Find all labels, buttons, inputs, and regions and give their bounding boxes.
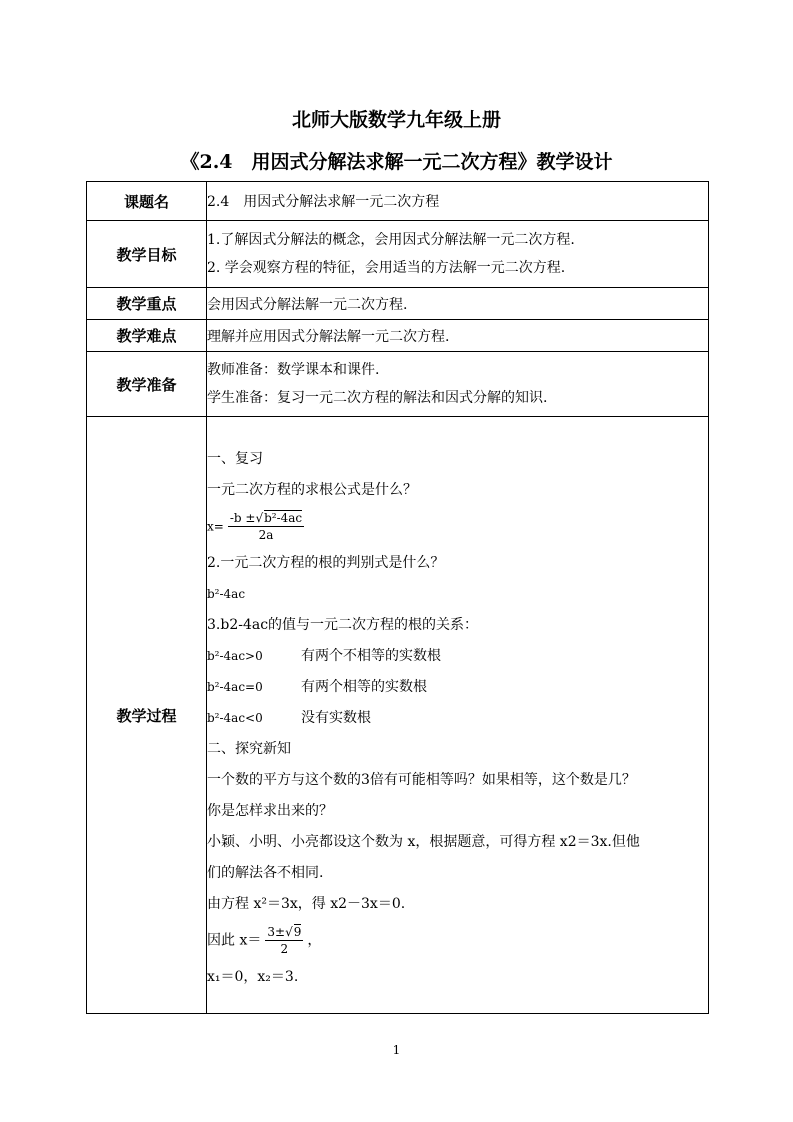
goals-cell: [207, 221, 709, 288]
case-condition: b²-4ac=0: [207, 680, 263, 694]
table-row: [87, 288, 709, 320]
difficulty-value: 理解并应用因式分解法解一元二次方程.: [207, 320, 709, 352]
explore-heading: 二、探究新知: [207, 741, 291, 757]
lesson-plan-table: [86, 181, 709, 1014]
explore-question: 你是怎样求出来的？: [207, 803, 333, 819]
formula-radicand: b²-4ac: [264, 511, 303, 525]
solution-step-1: 由方程 x²＝3x，得 x2－3x＝0.: [207, 896, 406, 912]
goals-label: 教学目标: [87, 221, 207, 288]
review-heading: 一、复习: [207, 451, 263, 467]
topic-label: 课题名: [87, 182, 207, 221]
case-text: 没有实数根: [301, 710, 371, 726]
table-row: [87, 417, 709, 1014]
root-case: [207, 708, 708, 728]
formula-denominator: 2a: [258, 528, 274, 542]
focus-label: 教学重点: [87, 288, 207, 320]
explore-question: 一个数的平方与这个数的3倍有可能相等吗？如果相等，这个数是几？: [207, 772, 636, 788]
case-text: 有两个相等的实数根: [301, 679, 427, 695]
topic-value: 2.4 用因式分解法求解一元二次方程: [207, 182, 709, 221]
sqrt-icon: √: [255, 511, 264, 525]
table-row: [87, 182, 709, 221]
focus-value: 会用因式分解法解一元二次方程.: [207, 288, 709, 320]
formula-fraction: [228, 511, 304, 542]
difficulty-label: 教学难点: [87, 320, 207, 352]
goal-item: 2. 学会观察方程的特征，会用适当的方法解一元二次方程.: [207, 260, 566, 276]
sqrt-icon: √: [285, 925, 293, 939]
step2-radicand: 9: [293, 925, 302, 939]
step2-numerator-prefix: 3±: [267, 925, 286, 939]
step2-fraction: [265, 925, 303, 956]
explore-paragraph: 们的解法各不相同.: [207, 865, 324, 881]
review-question-1: 一元二次方程的求根公式是什么？: [207, 482, 417, 498]
formula-numerator-prefix: -b ±: [229, 511, 256, 525]
case-condition: b²-4ac>0: [207, 649, 263, 663]
document-subtitle: 《2.4 用因式分解法求解一元二次方程》教学设计: [180, 151, 613, 173]
review-question-2: 2.一元二次方程的根的判别式是什么？: [207, 555, 445, 571]
step2-denominator: 2: [280, 942, 289, 956]
root-case: [207, 677, 708, 697]
document-title: 北师大版数学九年级上册: [291, 109, 501, 131]
root-case: [207, 646, 708, 666]
prep-student: 学生准备：复习一元二次方程的解法和因式分解的知识.: [207, 390, 548, 406]
prep-teacher: 教师准备：数学课本和课件.: [207, 362, 380, 378]
quadratic-formula: [207, 511, 708, 542]
review-question-3: 3.b2-4ac的值与一元二次方程的根的关系：: [207, 617, 479, 633]
process-label: 教学过程: [87, 417, 207, 1014]
case-condition: b²-4ac<0: [207, 711, 263, 725]
case-text: 有两个不相等的实数根: [301, 648, 441, 664]
step2-suffix: ，: [307, 932, 322, 949]
process-cell: [207, 417, 709, 1014]
table-row: [87, 320, 709, 352]
prep-label: 教学准备: [87, 352, 207, 417]
roots: x₁＝0，x₂＝3.: [207, 969, 299, 985]
table-row: [87, 352, 709, 417]
discriminant: b²-4ac: [207, 587, 246, 601]
formula-lhs: x=: [207, 519, 224, 534]
table-row: [87, 221, 709, 288]
prep-cell: [207, 352, 709, 417]
explore-paragraph: 小颖、小明、小亮都设这个数为 x，根据题意，可得方程 x2＝3x.但他: [207, 834, 640, 850]
step2-prefix: 因此 x＝: [207, 932, 262, 949]
solution-step-2: [207, 925, 708, 956]
page-number: 1: [392, 1043, 401, 1057]
goal-item: 1.了解因式分解法的概念，会用因式分解法解一元二次方程.: [207, 232, 575, 248]
